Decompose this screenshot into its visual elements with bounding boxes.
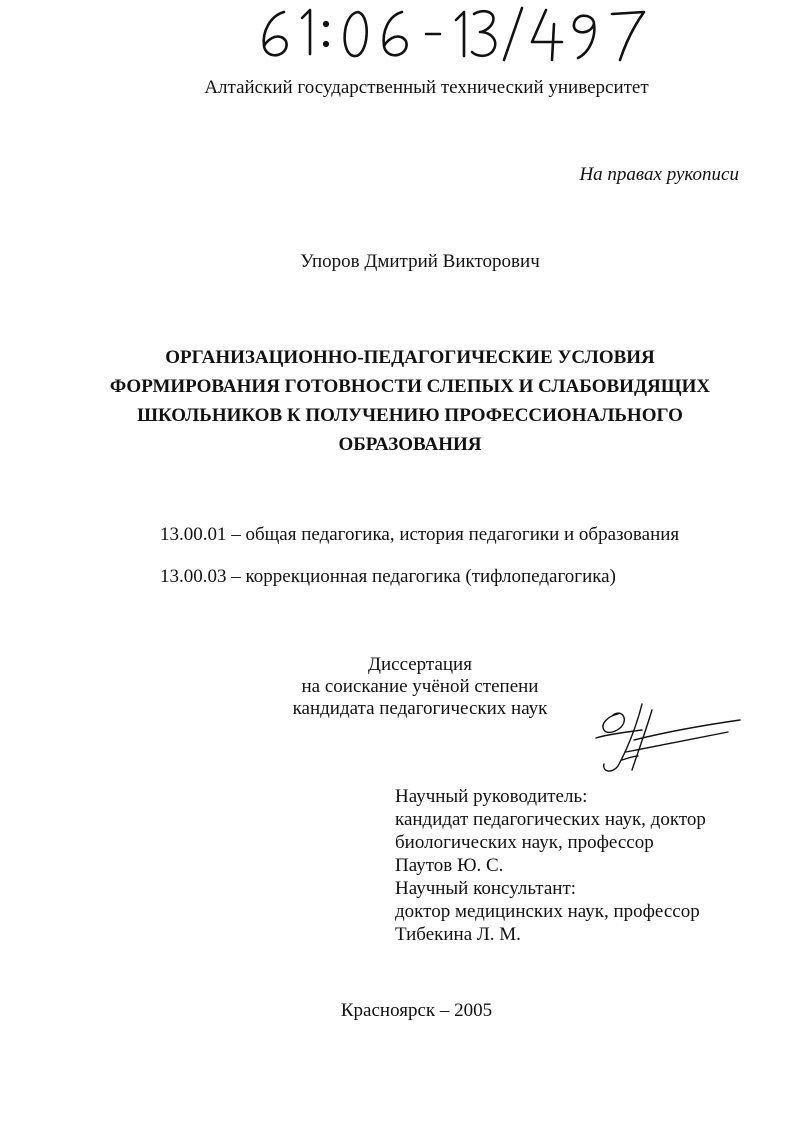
advisor-line: биологических наук, профессор [395,832,654,853]
advisor-line: Паутов Ю. С. [395,855,504,876]
author-name: Упоров Дмитрий Викторович [300,251,540,272]
degree-line: на соискание учёной степени [301,676,539,697]
dissertation-title [60,343,760,459]
handwritten-archive-number-drawing [250,2,660,64]
advisor-line: Научный руководитель: [395,786,588,807]
city-year: Красноярск – 2005 [340,1000,493,1021]
dissertation-degree-block [200,654,640,720]
title-line: ОБРАЗОВАНИЯ [338,434,482,455]
advisor-line: кандидат педагогических наук, доктор [395,809,706,830]
title-line: ОРГАНИЗАЦИОННО-ПЕДАГОГИЧЕСКИЕ УСЛОВИЯ [165,347,655,368]
handwritten-signature [578,700,748,780]
title-line: ФОРМИРОВАНИЯ ГОТОВНОСТИ СЛЕПЫХ И СЛАБОВИДЯЩИХ [109,376,711,397]
advisor-line: доктор медицинских наук, профессор [395,901,700,922]
advisor-line: Научный консультант: [395,878,577,899]
handwritten-archive-number [250,2,660,64]
university-name: Алтайский государственный технический университет [204,77,649,98]
degree-line: кандидата педагогических наук [292,698,548,719]
signature-drawing [578,700,748,780]
advisor-line: Тибекина Л. М. [395,924,521,945]
rights-note: На правах рукописи [579,164,739,185]
title-line: ШКОЛЬНИКОВ К ПОЛУЧЕНИЮ ПРОФЕССИОНАЛЬНОГО [137,405,683,426]
specialty-code-2: 13.00.03 – коррекционная педагогика (тифлопедагогика) [160,566,616,587]
advisors-block [395,785,706,946]
degree-line: Диссертация [368,654,472,675]
specialty-code-1: 13.00.01 – общая педагогика, история педагогики и образования [160,524,680,545]
